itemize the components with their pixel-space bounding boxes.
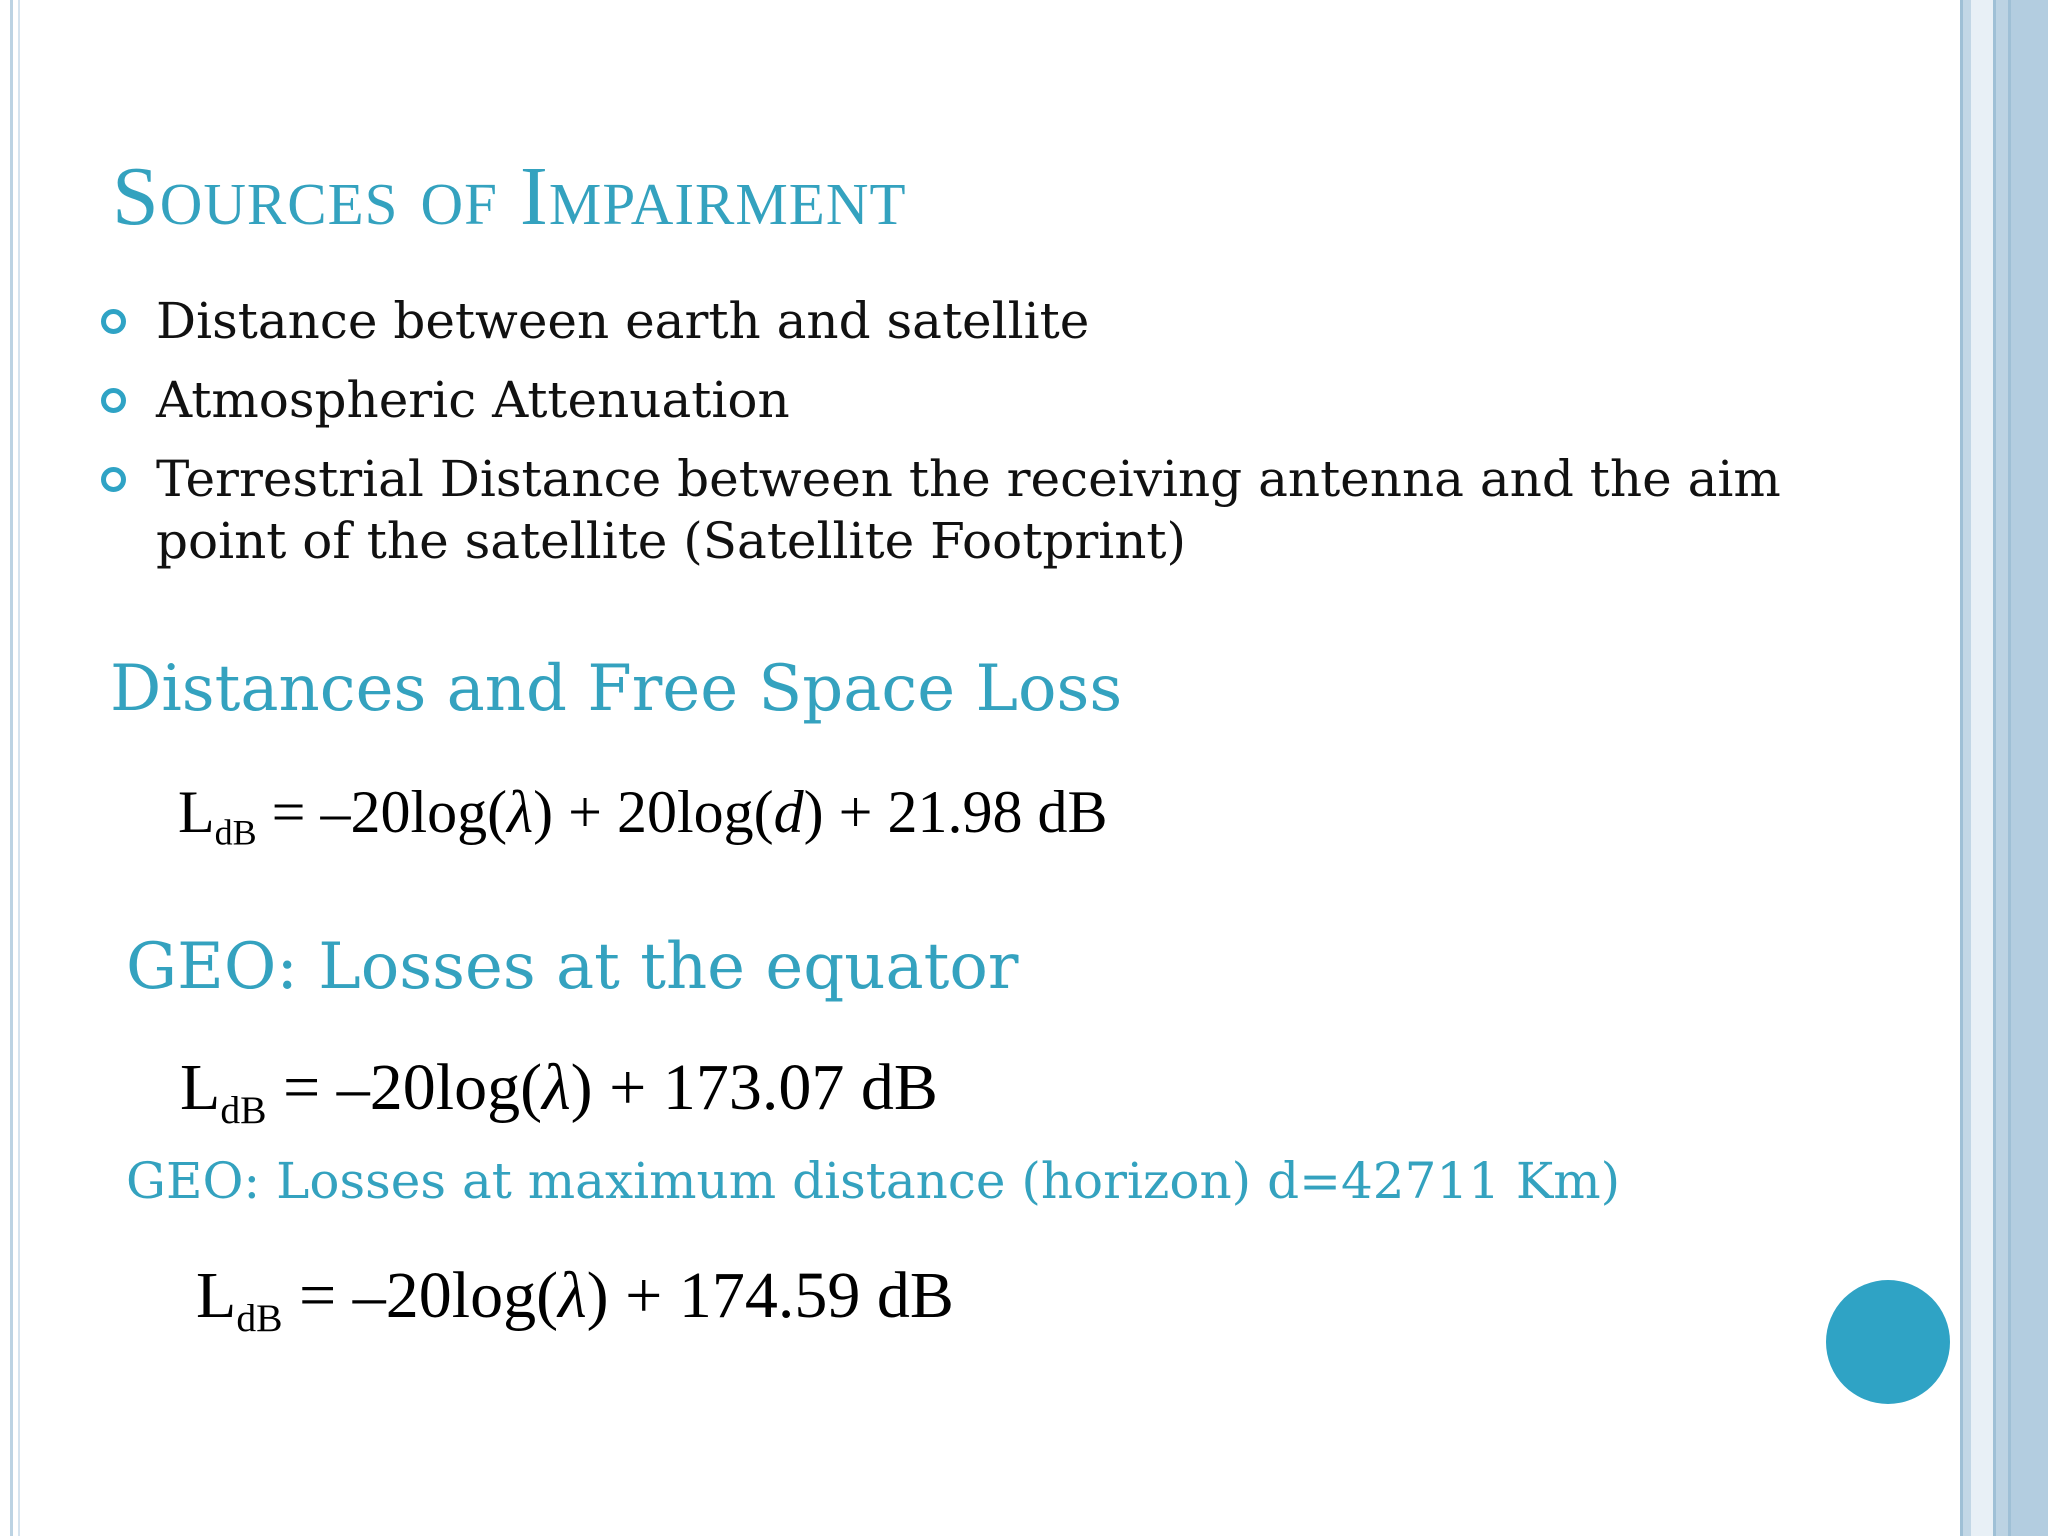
section-heading-free-space-loss: Distances and Free Space Loss [110,652,1123,726]
formula-free-space-loss [178,778,1107,854]
formula-equator-loss [180,1050,938,1133]
accent-circle [1826,1280,1950,1404]
formula-part: ) + 174.59 dB [586,1259,954,1332]
section-heading-equator: GEO: Losses at the equator [126,930,1019,1004]
left-border-line-inner [18,0,20,1536]
formula-distance-variable: d [773,779,804,845]
formula-lambda: λ [542,1051,571,1124]
formula-lambda: λ [507,779,534,845]
formula-part: ) + 20log( [533,779,774,845]
bullet-item [96,369,1796,431]
left-border-line [10,0,13,1536]
formula-lhs-subscript: dB [220,1087,267,1132]
bullet-text: Distance between earth and satellite [156,292,1090,350]
formula-part: = –20log( [282,1259,559,1332]
formula-lhs: L [178,779,215,845]
formula-lambda: λ [558,1259,587,1332]
bullet-text: Terrestrial Distance between the receiving antenna and the aim point of the satellite (Satellite Footprint) [156,450,1781,570]
bullet-list [96,290,1796,589]
right-border-stripe [2011,0,2048,1536]
bullet-text: Atmospheric Attenuation [156,371,790,429]
bullet-item [96,290,1796,352]
bullet-circle-icon [101,467,126,492]
formula-horizon-loss [196,1258,954,1341]
formula-part: = –20log( [266,1051,543,1124]
slide-title: Sources of Impairment [112,150,907,243]
right-border-stripe [1963,0,1971,1536]
formula-lhs: L [180,1051,221,1124]
formula-lhs: L [196,1259,237,1332]
bullet-circle-icon [101,309,126,334]
right-border-stripe [1996,0,2008,1536]
bullet-circle-icon [101,388,126,413]
section-heading-horizon: GEO: Losses at maximum distance (horizon) d=42711 Km) [126,1152,1621,1210]
formula-part: = –20log( [256,779,508,845]
formula-part: ) + 173.07 dB [570,1051,938,1124]
formula-lhs-subscript: dB [236,1295,283,1340]
right-border-stripe [1971,0,1993,1536]
bullet-item [96,448,1796,572]
formula-lhs-subscript: dB [214,812,257,853]
formula-part: ) + 21.98 dB [803,779,1108,845]
